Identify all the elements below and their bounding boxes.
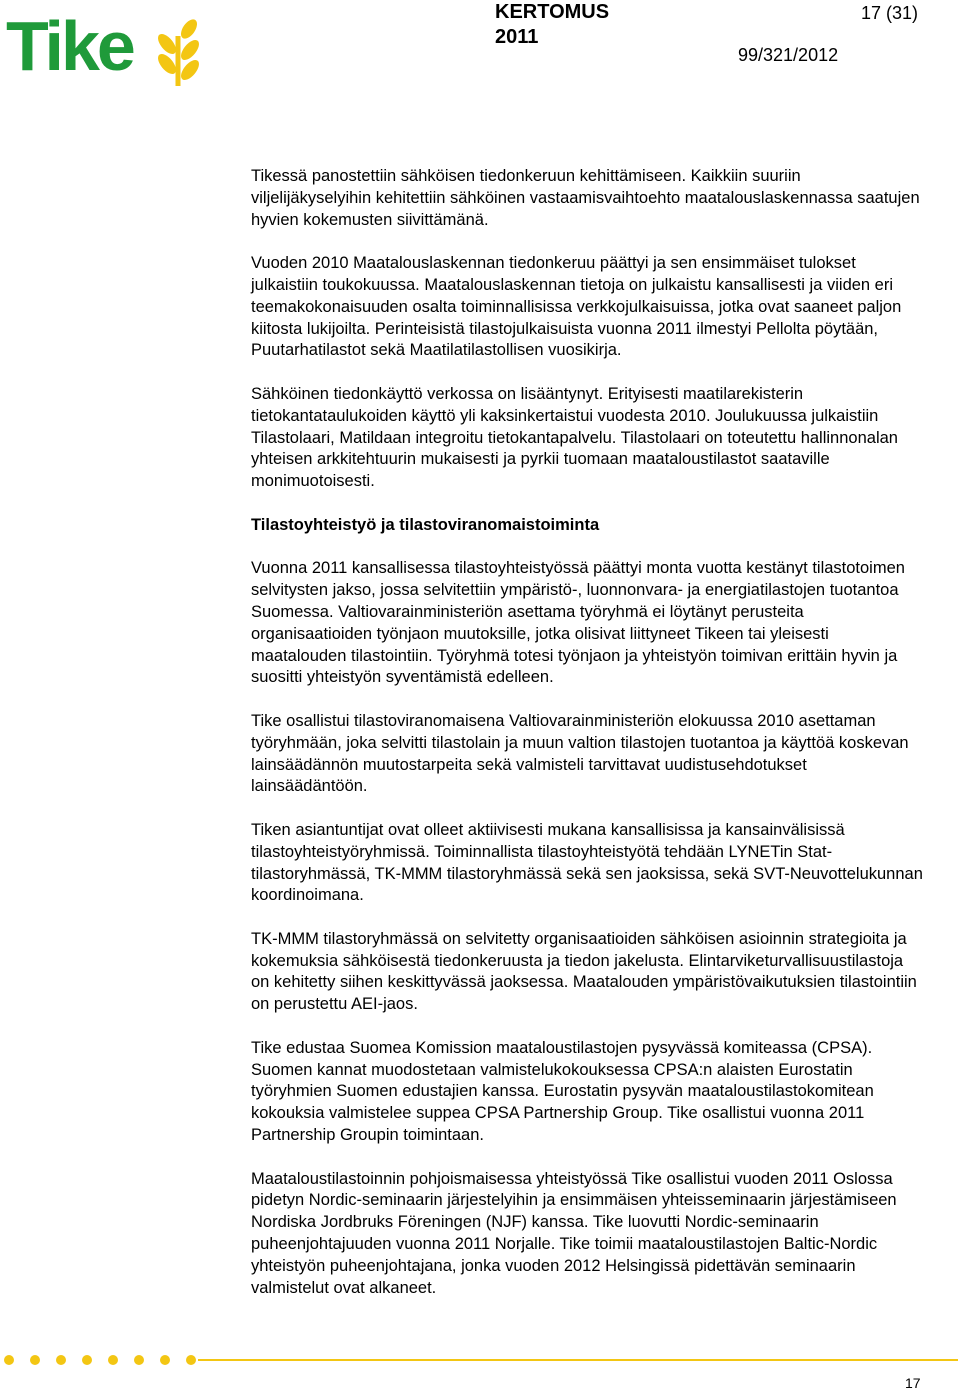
paragraph: Vuoden 2010 Maatalouslaskennan tiedonkeruu päättyi ja sen ensimmäiset tulokset julkaistiin toukokuussa. Maatalouslaskennan tietoja on julkaistu kansallisesti ja viiden eri teemakokonaisuuden osalta toiminnallisissa verkkojulkaisuissa, jotka ovat saaneet paljon kiitosta lukijoilta. Perinteisistä tilastojulkaisuista vuonna 2011 ilmestyi Pellolta pöytään, Puutarhatilastot sekä Maatilatilastollisen vuosikirja. (251, 254, 902, 360)
tike-logo (6, 7, 202, 86)
paragraph: TK-MMM tilastoryhmässä on selvitetty organisaatioiden sähköisen asioinnin strategioita ja kokemuksia sähköisestä tiedonkeruusta ja tiedon jakelusta. Elintarviketurvallisuustilastoja on kehitetty siihen keskittyvässä jaoksessa. Maatalouden ympäristövaikutuksien tilastointiin on perustettu AEI-jaos. (251, 929, 917, 1014)
footer-divider (198, 1359, 958, 1361)
paragraph: Tike osallistui tilastoviranomaisena Valtiovarainministeriön elokuussa 2010 asettaman työryhmään, joka selvitti tilastolain ja muun valtion tilastojen tuotantoa ja käyttöä koskevan lainsäädännön muutostarpeita sekä valmisteli tarvittavat uudistusehdotukset lainsäädäntöön. (251, 711, 909, 796)
wheat-icon (154, 18, 206, 86)
footer-page-number: 17 (905, 1375, 921, 1391)
logo-wordmark: Tike (6, 7, 133, 85)
section-heading: Tilastoyhteistyö ja tilastoviranomaistoiminta (251, 515, 600, 534)
page-indicator: 17 (31) (860, 3, 918, 23)
footer-dot (4, 1355, 14, 1365)
footer-dot (134, 1355, 144, 1365)
footer-dot (56, 1355, 66, 1365)
document-reference: 99/321/2012 (738, 45, 839, 65)
footer-dot (160, 1355, 170, 1365)
footer-dot (82, 1355, 92, 1365)
paragraph: Vuonna 2011 kansallisessa tilastoyhteistyössä päättyi monta vuotta kestänyt tilastotoimen selvitysten jakso, jossa selvitettiin ympäristö-, luonnonvara- ja energiatilastojen tuotantoa Suomessa. Valtiovarainministeriön asettama työryhmä ei löytänyt perusteita organisaatioiden työnjaon muutoksille, jotka olisivat liittyneet Tikeen tai yleisesti maatalouden tilastointiin. Työryhmä totesi työnjaon ja yhteistyön toimivan erittäin hyvin ja suositti yhteistyön syventämistä edelleen. (251, 559, 905, 687)
footer-dot (108, 1355, 118, 1365)
paragraph: Maataloustilastoinnin pohjoismaisessa yhteistyössä Tike osallistui vuoden 2011 Oslossa pidetyn Nordic-seminaarin järjestelyihin ja ensimmäisen yhteisseminaarin järjestämiseen Nordiska Jordbruks Föreningen (NJF) kanssa. Tike luovutti Nordic-seminaarin puheenjohtajuuden vuonna 2011 Norjalle. Tike toimii maataloustilastojen Baltic-Nordic yhteistyön puheenjohtajana, jonka vuoden 2012 Helsingissä pidettävän seminaarin valmistelut ovat alkaneet. (251, 1169, 897, 1297)
paragraph: Tike edustaa Suomea Komission maataloustilastojen pysyvässä komiteassa (CPSA). Suomen kannat muodostetaan valmistelukokouksessa CPSA:n alaisten Eurostatin työryhmien Suomen edustajien kanssa. Eurostatin pysyvän maataloustilastokomitean kokouksia valmistelee suppea CPSA Partnership Group. Tike osallistui vuonna 2011 Partnership Groupin toimintaan. (251, 1038, 874, 1145)
paragraph: Tikessä panostettiin sähköisen tiedonkeruun kehittämiseen. Kaikkiin suuriin viljelijäkyselyihin kehitettiin sähköinen vastaamisvaihtoehto maatalouslaskennassa saatujen hyvien kokemusten siivittämänä. (251, 167, 920, 229)
footer-dot (30, 1355, 40, 1365)
document-type: KERTOMUS 2011 (495, 1, 610, 48)
footer-dot (186, 1355, 196, 1365)
paragraph: Tiken asiantuntijat ovat olleet aktiivisesti mukana kansallisissa ja kansainvälisissä tilastoyhteistyöryhmissä. Toiminnallista tilastoyhteistyötä tehdään LYNETin Stat-tilastoryhmässä, TK-MMM tilastoryhmässä sekä sen jaoksissa, sekä SVT-Neuvottelukunnan koordinoimana. (251, 820, 923, 905)
paragraph: Sähköinen tiedonkäyttö verkossa on lisääntynyt. Erityisesti maatilarekisterin tietokantataulukoiden käyttö yli kaksinkertaistui vuodesta 2010. Joulukuussa julkaistiin Tilastolaari, Matildaan integroitu tietokantapalvelu. Tilastolaari on toteutettu hallinnonalan yhteisen arkkitehtuurin mukaisesti ja pyrkii tuomaan maataloustilastot saataville monimuotoisesti. (251, 384, 898, 491)
document-body (251, 166, 923, 1321)
